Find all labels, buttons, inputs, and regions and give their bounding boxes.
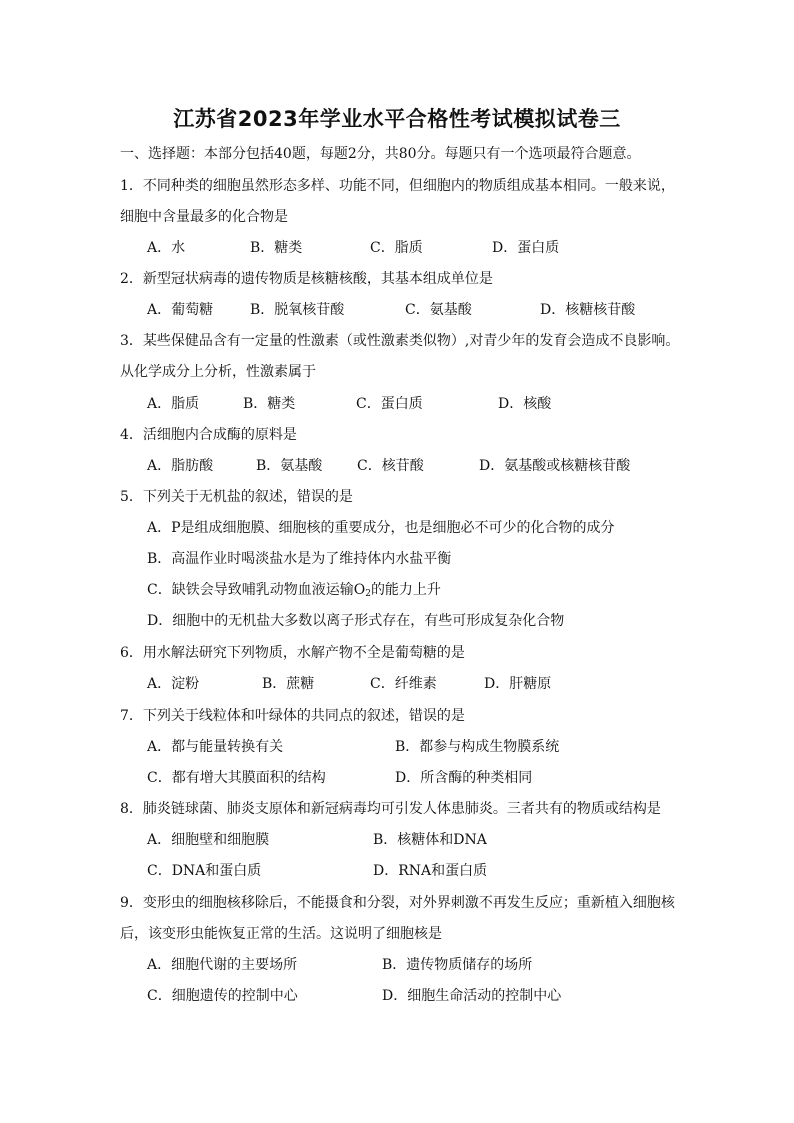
question-1-option-b: B．糖类	[250, 240, 303, 256]
question-6-option-c: C．纤维素	[370, 676, 437, 692]
question-4-option-c: C．核苷酸	[357, 458, 424, 474]
question-9-option-a: A．细胞代谢的主要场所	[147, 957, 298, 973]
question-6-option-a: A．淀粉	[147, 676, 200, 692]
question-1-stem: 1．不同种类的细胞虽然形态多样、功能不同，但细胞内的物质组成基本相同。一般来说，	[120, 178, 675, 194]
question-2-option-a: A．葡萄糖	[147, 302, 214, 318]
question-6-option-d: D．肝糖原	[484, 676, 552, 692]
question-4-stem: 4．活细胞内合成酶的原料是	[120, 427, 297, 443]
question-5-option-c	[147, 580, 441, 604]
question-3-option-c: C．蛋白质	[356, 396, 423, 412]
question-5-option-b: B．高温作业时喝淡盐水是为了维持体内水盐平衡	[147, 551, 452, 567]
question-9-stem-cont: 后，该变形虫能恢复正常的生活。这说明了细胞核是	[120, 926, 442, 942]
question-9-option-c: C．细胞遗传的控制中心	[147, 988, 298, 1004]
question-8-option-b: B．核糖体和DNA	[373, 832, 487, 848]
question-7-stem: 7．下列关于线粒体和叶绿体的共同点的叙述，错误的是	[120, 708, 465, 724]
question-2-option-c: C．氨基酸	[405, 302, 472, 318]
question-8-option-c: C．DNA和蛋白质	[147, 863, 262, 879]
question-1-option-c: C．脂质	[370, 240, 423, 256]
question-6-option-b: B．蔗糖	[262, 676, 315, 692]
question-3-option-d: D．核酸	[498, 396, 552, 412]
question-8-stem: 8．肺炎链球菌、肺炎支原体和新冠病毒均可引发人体患肺炎。三者共有的物质或结构是	[120, 801, 661, 817]
question-6-stem: 6．用水解法研究下列物质，水解产物不全是葡萄糖的是	[120, 645, 465, 661]
question-5-option-c-subscript: 2	[365, 589, 371, 599]
question-7-option-c: C．都有增大其膜面积的结构	[147, 770, 326, 786]
question-4-option-b: B．氨基酸	[256, 458, 323, 474]
question-5-option-a: A．P是组成细胞膜、细胞核的重要成分，也是细胞必不可少的化合物的成分	[147, 520, 615, 536]
question-3-stem-cont: 从化学成分上分析，性激素属于	[120, 364, 316, 380]
question-9-option-d: D．细胞生命活动的控制中心	[382, 988, 562, 1004]
question-9-option-b: B．遗传物质储存的场所	[382, 957, 533, 973]
question-3-option-b: B．糖类	[243, 396, 296, 412]
question-7-option-a: A．都与能量转换有关	[147, 739, 284, 755]
question-2-option-b: B．脱氧核苷酸	[250, 302, 345, 318]
question-3-stem: 3．某些保健品含有一定量的性激素（或性激素类似物）,对青少年的发育会造成不良影响。	[120, 333, 680, 349]
question-1-option-a: A．水	[147, 240, 186, 256]
exam-title: 江苏省2023年学业水平合格性考试模拟试卷三	[173, 107, 621, 131]
question-1-option-d: D．蛋白质	[492, 240, 560, 256]
question-8-option-a: A．细胞壁和细胞膜	[147, 832, 270, 848]
question-1-stem-cont: 细胞中含量最多的化合物是	[120, 209, 288, 225]
question-2-option-d: D．核糖核苷酸	[540, 302, 636, 318]
question-8-option-d: D．RNA和蛋白质	[373, 863, 488, 879]
question-4-option-d: D．氨基酸或核糖核苷酸	[479, 458, 631, 474]
question-7-option-d: D．所含酶的种类相同	[395, 770, 533, 786]
question-5-stem: 5．下列关于无机盐的叙述，错误的是	[120, 489, 353, 505]
question-3-option-a: A．脂质	[147, 396, 200, 412]
question-5-option-c-text: C．缺铁会导致哺乳动物血液运输O	[147, 582, 366, 598]
question-7-option-b: B．都参与构成生物膜系统	[395, 739, 560, 755]
question-4-option-a: A．脂肪酸	[147, 458, 214, 474]
question-5-option-c-tail: 的能力上升	[370, 582, 441, 598]
section-instructions: 一、选择题：本部分包括40题，每题2分，共80分。每题只有一个选项最符合题意。	[120, 146, 641, 162]
question-2-stem: 2．新型冠状病毒的遗传物质是核糖核酸，其基本组成单位是	[120, 271, 493, 287]
question-9-stem: 9．变形虫的细胞核移除后，不能摄食和分裂，对外界刺激不再发生反应；重新植入细胞核	[120, 895, 675, 911]
question-5-option-d: D．细胞中的无机盐大多数以离子形式存在，有些可形成复杂化合物	[147, 613, 565, 629]
